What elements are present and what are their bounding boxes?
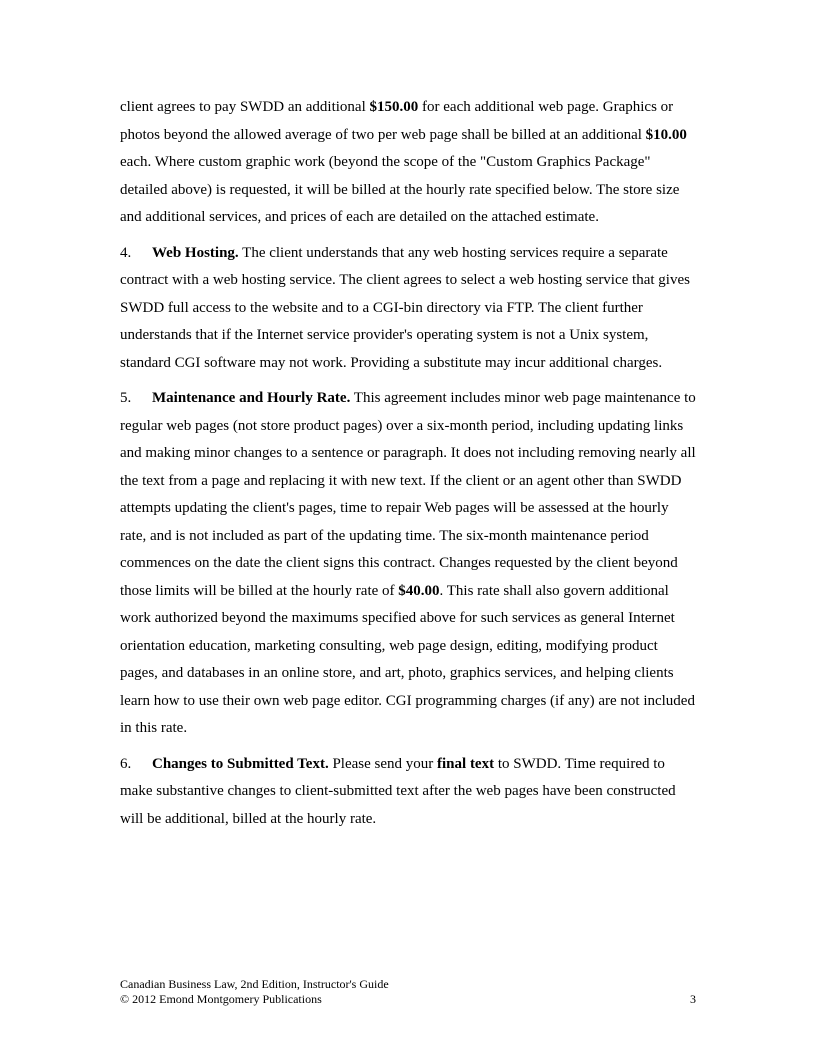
text-span: This agreement includes minor web page maintenance to regular web pages (not store product pages) over a six-month period, including updating links and making minor changes to a sentence or paragraph. It does not including removing nearly all the text from a page and replacing it with new text. If the client or an agent other than SWDD attempts updating the client's pages, time to repair Web pages will be assessed at the hourly rate, and is not included as part of the updating time. The six-month maintenance period commences on the date the client signs this contract. Changes requested by the client beyond those limits will be billed at the hourly rate of bbox=[120, 390, 696, 599]
footer-book-title: Canadian Business Law, 2nd Edition, Instructor's Guide bbox=[120, 977, 389, 991]
footer-copyright: © 2012 Emond Montgomery Publications bbox=[120, 992, 322, 1006]
section-number: 6. bbox=[120, 755, 132, 772]
section-4-web-hosting bbox=[120, 240, 696, 378]
document-page bbox=[120, 94, 696, 841]
paragraph-continuation bbox=[120, 94, 696, 232]
section-heading: Changes to Submitted Text. bbox=[152, 755, 329, 772]
text-span: The client understands that any web hosting services require a separate contract with a web hosting service. The client agrees to select a web hosting service that gives SWDD full access to the website and to a CGI-bin directory via FTP. The client further understands that if the Internet service provider's operating system is not a Unix system, standard CGI software may not work. Providing a substitute may incur additional charges. bbox=[120, 244, 690, 371]
section-5-maintenance bbox=[120, 385, 696, 743]
page-footer bbox=[120, 977, 696, 1007]
section-number: 4. bbox=[120, 244, 132, 261]
bold-text: final text bbox=[437, 755, 495, 772]
bold-amount: $150.00 bbox=[369, 99, 419, 115]
section-heading: Maintenance and Hourly Rate. bbox=[152, 390, 351, 406]
text-span: Please send your bbox=[328, 755, 438, 772]
page-number: 3 bbox=[690, 992, 696, 1006]
section-number: 5. bbox=[120, 390, 132, 406]
text-span: to SWDD. Time required to make substantive changes to client-submitted text after the web pages have been constructed will be additional, billed at the hourly rate. bbox=[120, 755, 676, 827]
text-span: for each additional web page. Graphics or photos beyond the allowed average of two per web page shall be billed at an additional bbox=[120, 99, 674, 143]
section-heading: Web Hosting. bbox=[152, 244, 239, 261]
bold-amount: $40.00 bbox=[398, 582, 440, 599]
text-span: client agrees to pay SWDD an additional bbox=[120, 99, 370, 115]
text-span: each. Where custom graphic work (beyond the scope of the "Custom Graphics Package" detailed above) is requested, it will be billed at the hourly rate specified below. The store size and additional services, and prices of each are detailed on the attached estimate. bbox=[120, 154, 680, 225]
text-span: . This rate shall also govern additional work authorized beyond the maximums specified above for such services as general Internet orientation education, marketing consulting, web page design, editing, modifying product pages, and databases in an online store, and art, photo, graphics services, and helping clients learn how to use their own web page editor. CGI programming charges (if any) are not included in this rate. bbox=[120, 582, 695, 736]
section-6-changes bbox=[120, 751, 696, 834]
bold-amount: $10.00 bbox=[645, 126, 687, 143]
